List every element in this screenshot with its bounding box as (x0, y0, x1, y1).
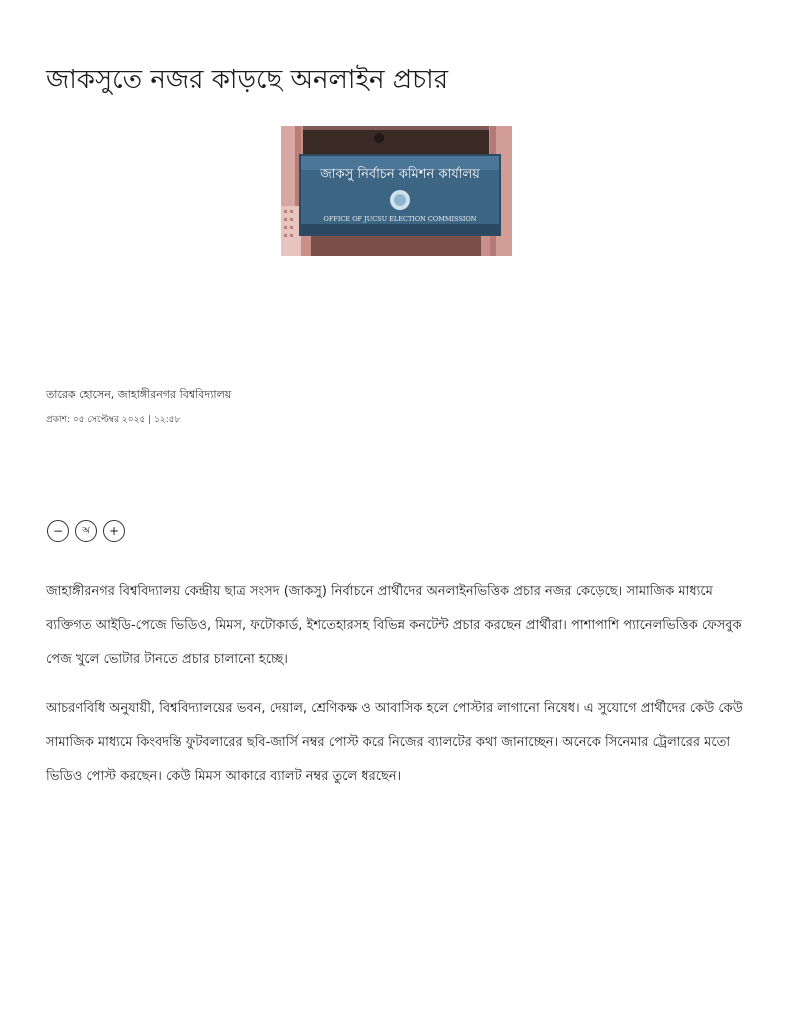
article-paragraph: আচরণবিধি অনুযায়ী, বিশ্ববিদ্যালয়ের ভবন, দেয়াল, শ্রেণিকক্ষ ও আবাসিক হলে পোস্টার লাগানো নিষেধ। এ সুযোগে প্রার্থীদের কেউ কেউ সামাজিক মাধ্যমে কিংবদন্তি ফুটবলারের ছবি-জার্সি নম্বর পোস্ট করে নিজের ব্যালটের কথা জানাচ্ছেন। অনেকে সিনেমার ট্রেলারের মতো ভিডিও পোস্ট করছেন। কেউ মিমস আকারে ব্যালট নম্বর তুলে ধরছেন। (46, 701, 743, 784)
font-size-controls (47, 520, 125, 542)
sign-subtitle-text: OFFICE OF JUCSU ELECTION COMMISSION (323, 215, 477, 223)
increase-font-button[interactable]: + (103, 520, 125, 542)
reset-font-button[interactable]: অ (75, 520, 97, 542)
author-byline: তারেক হোসেন, জাহাঙ্গীরনগর বিশ্ববিদ্যালয় (46, 388, 232, 401)
article-body (46, 575, 751, 809)
publish-date: প্রকাশ: ০৫ সেপ্টেম্বর ২০২৫ | ১২:৫৮ (46, 415, 181, 425)
article-paragraph: জাহাঙ্গীরনগর বিশ্ববিদ্যালয় কেন্দ্রীয় ছাত্র সংসদ (জাকসু) নির্বাচনে প্রার্থীদের অনলাইনভিত্তিক প্রচার নজর কেড়েছে। সামাজিক মাধ্যমে ব্যক্তিগত আইডি-পেজে ভিডিও, মিমস, ফটোকার্ড, ইশতেহারসহ বিভিন্ন কনটেন্ট প্রচার করছেন প্রার্থীরা। পাশাপাশি প্যানেলভিত্তিক ফেসবুক পেজ খুলে ভোটার টানতে প্রচার চালানো হচ্ছে। (46, 584, 742, 667)
sign-title-text: জাকসু নির্বাচন কমিশন কার্যালয় (320, 167, 480, 182)
article-headline: জাকসুতে নজর কাড়ছে অনলাইন প্রচার (46, 65, 449, 95)
decrease-font-button[interactable]: − (47, 520, 69, 542)
article-photo (281, 126, 512, 256)
